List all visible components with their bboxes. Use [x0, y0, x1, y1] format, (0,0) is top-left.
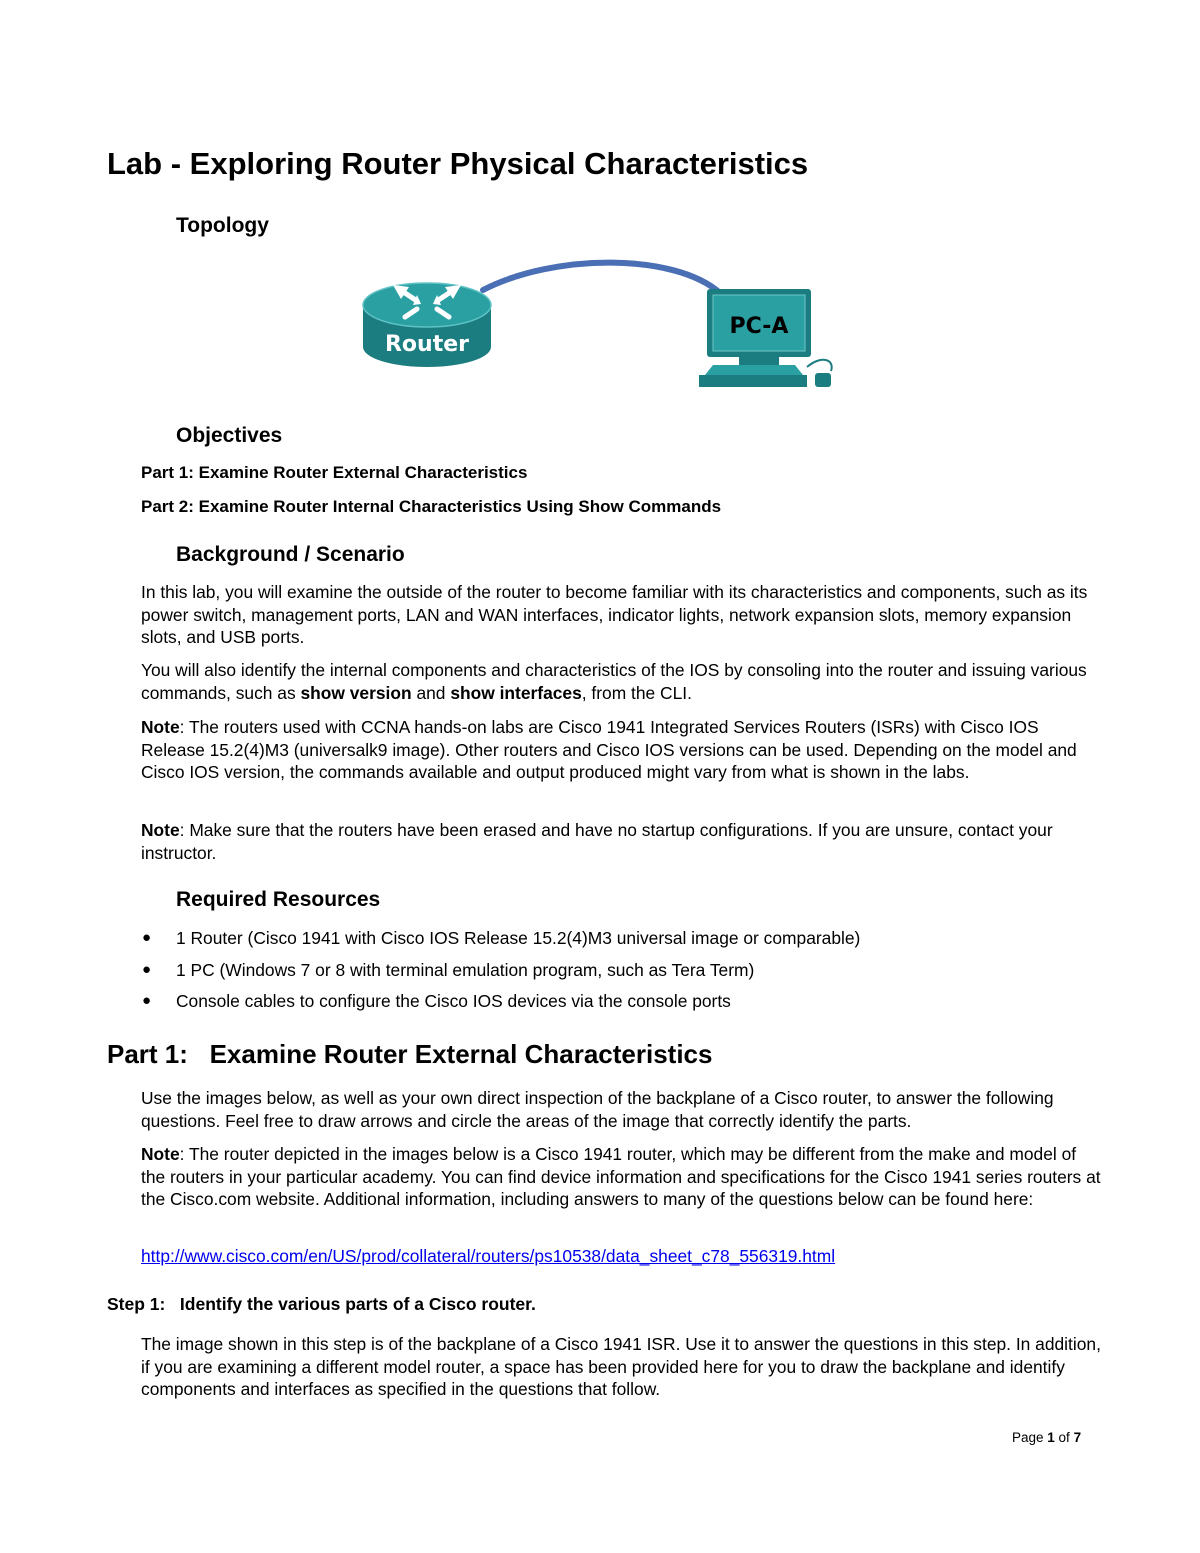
pc-icon — [699, 289, 832, 387]
resources-list — [142, 927, 1102, 1022]
total-pages: 7 — [1073, 1430, 1082, 1445]
part1-heading: Part 1: Examine Router External Characteristics — [107, 1039, 713, 1069]
note-paragraph: Note: The router depicted in the images below is a Cisco 1941 router, which may be different from the make and model of the routers in your particular academy. You can find device information and specifications for the Cisco 1941 series routers at the Cisco.com website. Additional information, including answers to many of the questions below can be found here: — [141, 1144, 1101, 1209]
datasheet-link[interactable]: http://www.cisco.com/en/US/prod/collateral/routers/ps10538/data_sheet_c78_556319.html — [141, 1246, 836, 1266]
command-show-interfaces: show interfaces — [450, 682, 582, 703]
objective-item: Part 2: Examine Router Internal Characteristics Using Show Commands — [141, 497, 722, 516]
step1-paragraph: The image shown in this step is of the backplane of a Cisco 1941 ISR. Use it to answer the questions in this step. In addition, if you are examining a different model router, a space has been provided here for you to draw the backplane and identify components and interfaces as specified in the questions that follow. — [141, 1334, 1101, 1399]
page-footer: Page 1 of 7 — [1012, 1430, 1082, 1445]
list-item: ● Console cables to configure the Cisco IOS devices via the console ports — [142, 991, 731, 1011]
note-label: Note — [141, 1144, 180, 1164]
background-heading: Background / Scenario — [176, 543, 405, 566]
list-item: ● 1 PC (Windows 7 or 8 with terminal emulation program, such as Tera Term) — [142, 959, 755, 980]
step1-heading: Step 1: Identify the various parts of a Cisco router. — [107, 1294, 536, 1314]
bullet-icon: ● — [142, 960, 152, 978]
ethernet-cable — [483, 263, 720, 293]
objectives-heading: Objectives — [176, 424, 283, 447]
resources-heading: Required Resources — [176, 888, 381, 911]
command-show-version: show version — [300, 682, 412, 703]
router-icon — [363, 283, 491, 367]
page-title: Lab - Exploring Router Physical Characteristics — [107, 146, 809, 181]
current-page: 1 — [1047, 1430, 1055, 1445]
topology-diagram — [355, 255, 850, 395]
background-paragraph-commands: You will also identify the internal components and characteristics of the IOS by consoling into the router and issuing various commands, such as show version and show interfaces, from the CLI. — [141, 660, 1087, 703]
bullet-icon: ● — [142, 929, 152, 946]
note-label: Note — [141, 717, 180, 737]
background-paragraph: In this lab, you will examine the outside of the router to become familiar with its characteristics and components, such as its power switch, management ports, LAN and WAN interfaces, indicator lights, network expansion slots, memory expansion slots, and USB ports. — [141, 582, 1088, 647]
bullet-icon: ● — [142, 992, 152, 1009]
note-paragraph: Note: Make sure that the routers have been erased and have no startup configurations. If you are unsure, contact your instructor. — [141, 820, 1053, 863]
pc-label: PC-A — [729, 314, 789, 339]
router-label: Router — [384, 332, 470, 357]
list-item: ● 1 Router (Cisco 1941 with Cisco IOS Release 15.2(4)M3 universal image or comparable) — [142, 928, 861, 948]
note-label: Note — [141, 820, 180, 840]
objective-item: Part 1: Examine Router External Characteristics — [141, 463, 528, 482]
note-paragraph: Note: The routers used with CCNA hands-on labs are Cisco 1941 Integrated Services Routers (ISRs) with Cisco IOS Release 15.2(4)M3 (universalk9 image). Other routers and Cisco IOS versions can be used. Depending on the model and Cisco IOS version, the commands available and output produced might vary from what is shown in the labs. — [141, 717, 1077, 782]
topology-heading: Topology — [176, 214, 269, 237]
part1-paragraph: Use the images below, as well as your own direct inspection of the backplane of a Cisco router, to answer the following questions. Feel free to draw arrows and circle the areas of the image that correctly identify the parts. — [141, 1088, 1054, 1131]
